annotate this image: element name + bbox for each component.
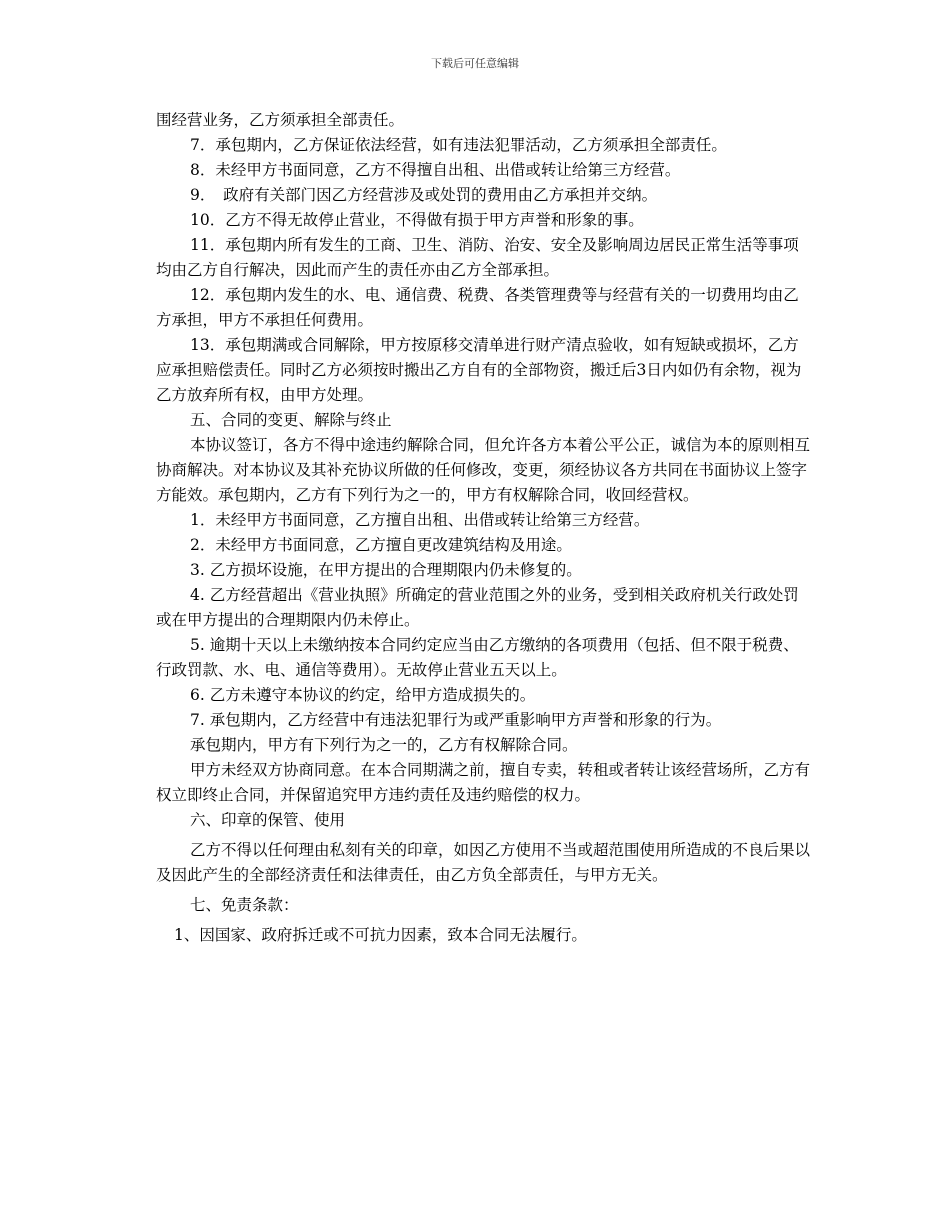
party-b-termination-intro: 承包期内，甲方有下列行为之一的，乙方有权解除合同。 bbox=[190, 736, 578, 754]
section-heading-7: 七、免责条款： bbox=[190, 896, 299, 914]
section-6-body: 乙方不得以任何理由私刻有关的印章，如因乙方使用不当或超范围使用所造成的不良后果以及因此产生的全部经济责任和法律责任，由乙方负全部责任，与甲方无关。 bbox=[156, 841, 811, 884]
clause-10: 10．乙方不得无故停止营业，不得做有损于甲方声誉和形象的事。 bbox=[190, 211, 644, 229]
termination-item-4: 4. 乙方经营超出《营业执照》所确定的营业范围之外的业务，受到相关政府机关行政处罚或在甲方提出的合理期限内仍未停止。 bbox=[156, 586, 799, 629]
clause-13: 13．承包期满或合同解除，甲方按原移交清单进行财产清点验收，如有短缺或损坏，乙方应承担赔偿责任。同时乙方必须按时搬出乙方自有的全部物资，搬迁后3日内如仍有余物，视为乙方放弃所有权，由甲方处理。 bbox=[156, 336, 802, 404]
termination-item-5: 5. 逾期十天以上未缴纳按本合同约定应当由乙方缴纳的各项费用（包括、但不限于税费、行政罚款、水、电、通信等费用）。无故停止营业五天以上。 bbox=[156, 636, 799, 679]
clause-11: 11．承包期内所有发生的工商、卫生、消防、治安、安全及影响周边居民正常生活等事项均由乙方自行解决，因此而产生的责任亦由乙方全部承担。 bbox=[156, 236, 799, 279]
termination-item-7: 7. 承包期内，乙方经营中有违法犯罪行为或严重影响甲方声誉和形象的行为。 bbox=[190, 711, 722, 729]
termination-item-2: 2．未经甲方书面同意，乙方擅自更改建筑结构及用途。 bbox=[190, 536, 572, 554]
clause-8: 8．未经甲方书面同意，乙方不得擅自出租、出借或转让给第三方经营。 bbox=[190, 161, 681, 179]
termination-item-6: 6. 乙方未遵守本协议的约定，给甲方造成损失的。 bbox=[190, 686, 536, 704]
section-heading-5: 五、合同的变更、解除与终止 bbox=[190, 411, 392, 429]
document-body bbox=[156, 108, 812, 948]
clause-12: 12．承包期内发生的水、电、通信费、税费、各类管理费等与经营有关的一切费用均由乙方承担，甲方不承担任何费用。 bbox=[156, 286, 799, 329]
paragraph-continuation: 围经营业务，乙方须承担全部责任。 bbox=[156, 111, 405, 129]
page-header: 下载后可任意编辑 bbox=[431, 57, 519, 70]
exemption-item-1: 1、因国家、政府拆迁或不可抗力因素，致本合同无法履行。 bbox=[174, 926, 587, 944]
clause-7: 7．承包期内，乙方保证依法经营，如有违法犯罪活动，乙方须承担全部责任。 bbox=[190, 136, 727, 154]
clause-9: 9． 政府有关部门因乙方经营涉及或处罚的费用由乙方承担并交纳。 bbox=[190, 186, 658, 204]
section-heading-6: 六、印章的保管、使用 bbox=[190, 811, 346, 829]
section-5-intro: 本协议签订，各方不得中途违约解除合同，但允许各方本着公平公正，诚信为本的原则相互协商解决。对本协议及其补充协议所做的任何修改，变更，须经协议各方共同在书面协议上签字方能效。承包期内，乙方有下列行为之一的，甲方有权解除合同，收回经营权。 bbox=[156, 436, 811, 504]
termination-item-3: 3. 乙方损坏设施，在甲方提出的合理期限内仍未修复的。 bbox=[190, 561, 582, 579]
termination-item-1: 1．未经甲方书面同意，乙方擅自出租、出借或转让给第三方经营。 bbox=[190, 511, 650, 529]
party-b-termination-detail: 甲方未经双方协商同意。在本合同期满之前，擅自专卖，转租或者转让该经营场所，乙方有权立即终止合同，并保留追究甲方违约责任及违约赔偿的权力。 bbox=[156, 761, 811, 804]
